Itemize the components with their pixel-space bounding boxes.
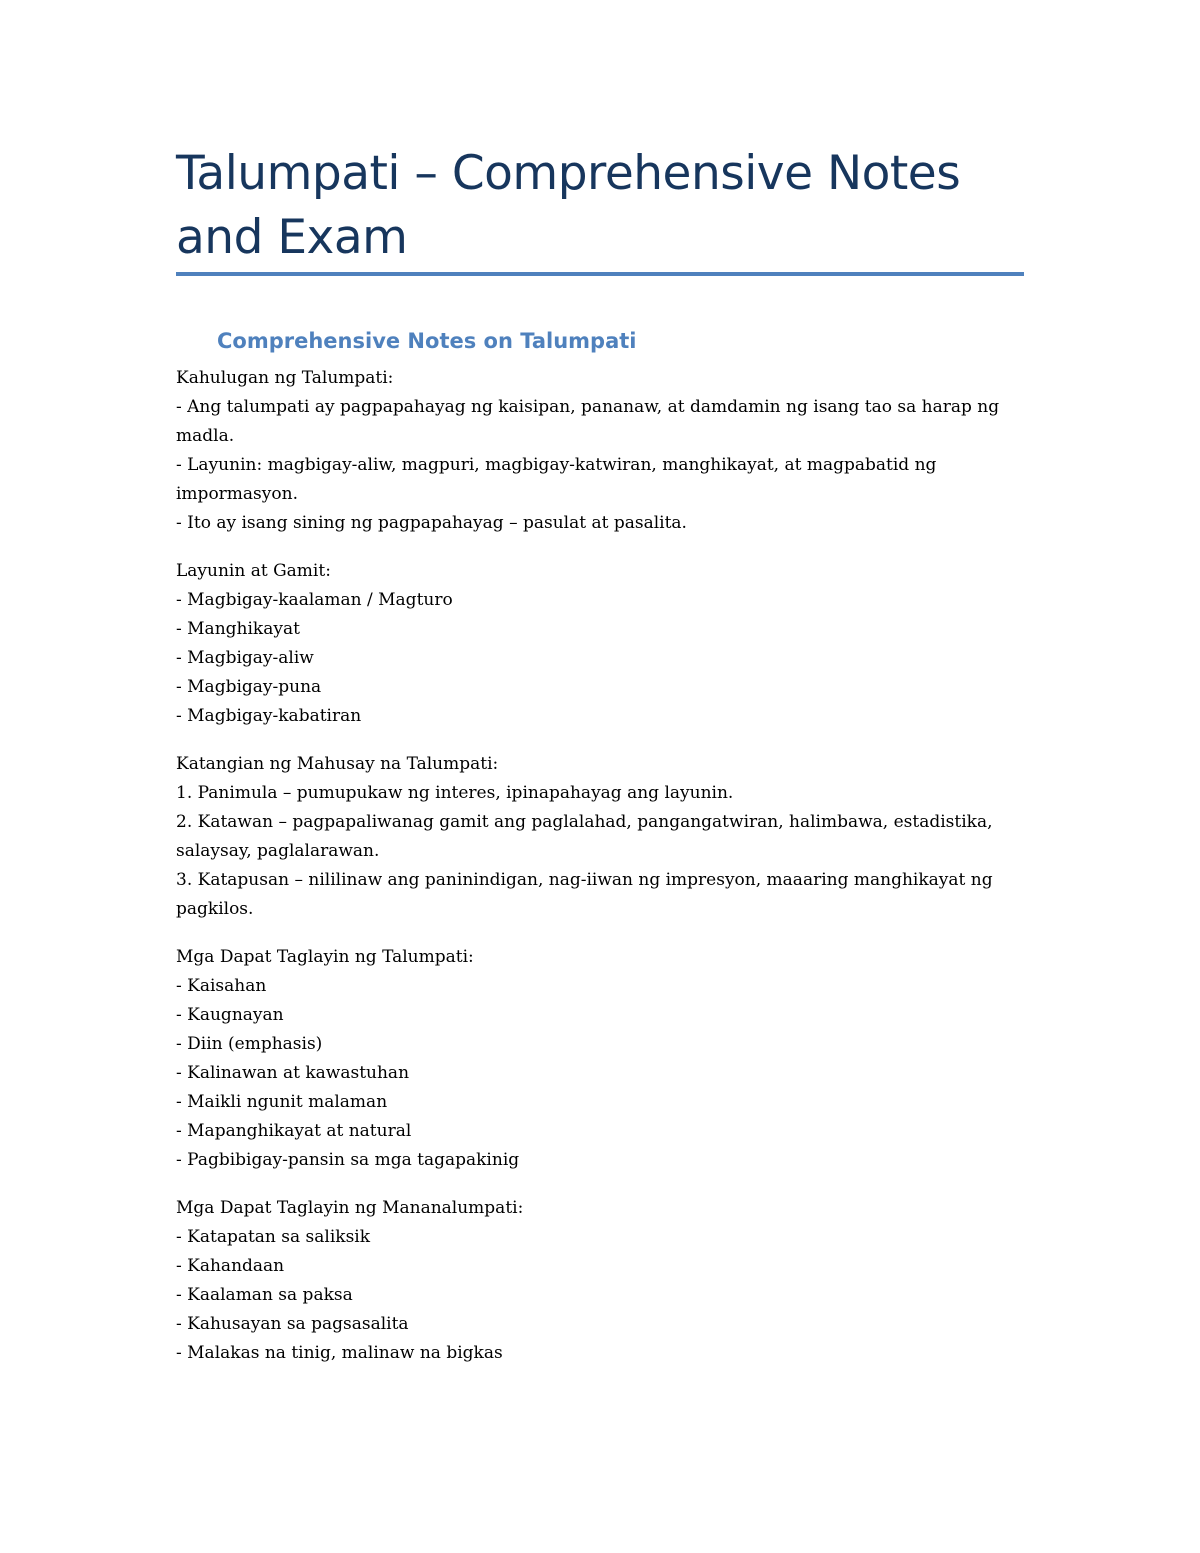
list-item: - Kaalaman sa paksa — [176, 1285, 353, 1305]
list-item: - Layunin: magbigay-aliw, magpuri, magbigay-katwiran, manghikayat, at magpabatid ng impormasyon. — [176, 455, 937, 504]
section-layunin-gamit — [176, 557, 1026, 731]
section-katangian — [176, 750, 1026, 924]
list-item: - Kaugnayan — [176, 1005, 284, 1025]
section-heading: Layunin at Gamit: — [176, 561, 331, 581]
list-item: - Magbigay-puna — [176, 677, 322, 697]
section-heading: Katangian ng Mahusay na Talumpati: — [176, 754, 499, 774]
list-item: - Magbigay-kabatiran — [176, 706, 362, 726]
document-title: Talumpati – Comprehensive Notes and Exam — [176, 146, 961, 265]
section-dapat-talumpati — [176, 943, 1026, 1175]
list-item: - Maikli ngunit malaman — [176, 1092, 388, 1112]
list-item: - Malakas na tinig, malinaw na bigkas — [176, 1343, 503, 1363]
list-item: - Kalinawan at kawastuhan — [176, 1063, 410, 1083]
list-item: - Magbigay-kaalaman / Magturo — [176, 590, 453, 610]
list-item: - Kaisahan — [176, 976, 267, 996]
list-item: 3. Katapusan – nililinaw ang paninindigan, nag-iiwan ng impresyon, maaaring manghikayat ng pagkilos. — [176, 870, 993, 919]
list-item: 2. Katawan – pagpapaliwanag gamit ang paglalahad, pangangatwiran, halimbawa, estadistika, salaysay, paglalarawan. — [176, 812, 993, 861]
list-item: - Ang talumpati ay pagpapahayag ng kaisipan, pananaw, at damdamin ng isang tao sa harap ng madla. — [176, 397, 1000, 446]
list-item: - Kahandaan — [176, 1256, 285, 1276]
section-kahulugan — [176, 364, 1026, 538]
list-item: 1. Panimula – pumupukaw ng interes, ipinapahayag ang layunin. — [176, 783, 734, 803]
section-heading: Kahulugan ng Talumpati: — [176, 368, 394, 388]
list-item: - Mapanghikayat at natural — [176, 1121, 412, 1141]
notes-body — [176, 364, 1026, 1387]
section-dapat-mananalumpati — [176, 1194, 1026, 1368]
list-item: - Kahusayan sa pagsasalita — [176, 1314, 409, 1334]
section-heading: Mga Dapat Taglayin ng Talumpati: — [176, 947, 474, 967]
list-item: - Ito ay isang sining ng pagpapahayag – pasulat at pasalita. — [176, 513, 687, 533]
list-item: - Magbigay-aliw — [176, 648, 314, 668]
list-item: - Manghikayat — [176, 619, 300, 639]
section-heading: Mga Dapat Taglayin ng Mananalumpati: — [176, 1198, 524, 1218]
section-subheading: Comprehensive Notes on Talumpati — [217, 329, 637, 353]
list-item: - Diin (emphasis) — [176, 1034, 323, 1054]
list-item: - Katapatan sa saliksik — [176, 1227, 371, 1247]
list-item: - Pagbibigay-pansin sa mga tagapakinig — [176, 1150, 520, 1170]
title-underline-rule — [176, 272, 1024, 276]
